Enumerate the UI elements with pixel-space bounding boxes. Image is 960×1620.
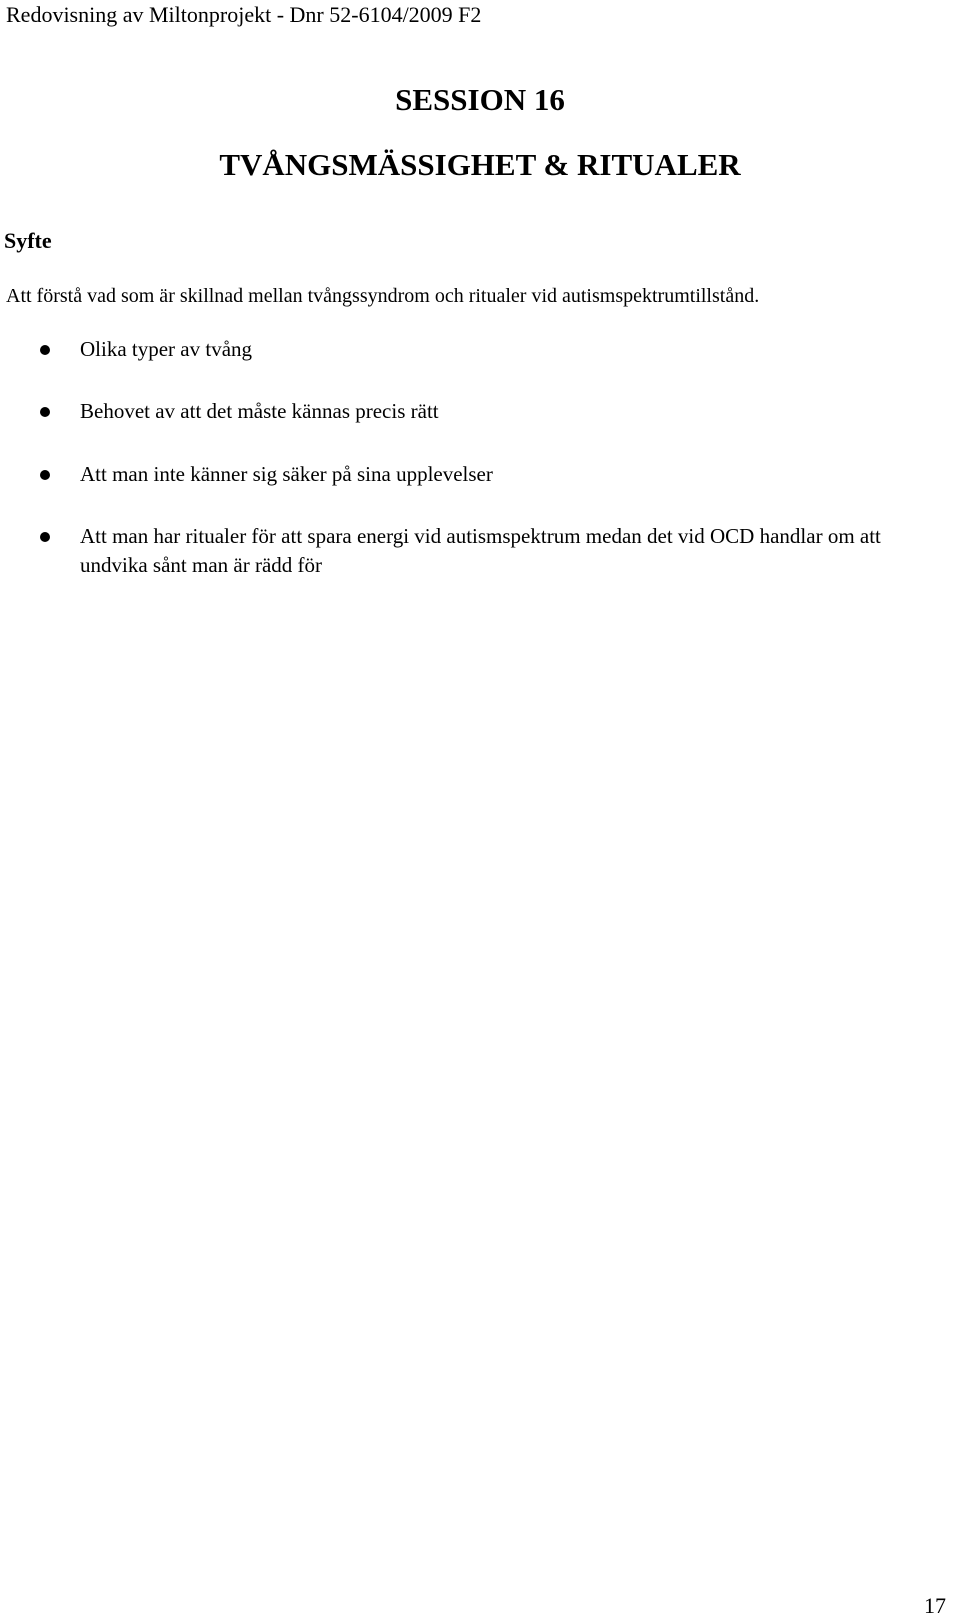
- list-item-text: Behovet av att det måste kännas precis rätt: [80, 399, 439, 423]
- running-header: Redovisning av Miltonprojekt - Dnr 52-6104/2009 F2: [6, 2, 482, 27]
- list-item-text: Att man inte känner sig säker på sina upplevelser: [80, 462, 493, 486]
- bullet-icon: [40, 345, 50, 355]
- session-title: TVÅNGSMÄSSIGHET & RITUALER: [219, 147, 741, 182]
- list-item-text: Olika typer av tvång: [80, 337, 253, 361]
- bullet-icon: [40, 470, 50, 480]
- list-item: [40, 460, 920, 489]
- list-item: [40, 522, 920, 580]
- list-item: [40, 397, 920, 426]
- bullet-icon: [40, 407, 50, 417]
- list-item: [40, 335, 920, 364]
- purpose-heading: Syfte: [4, 228, 52, 253]
- bullet-icon: [40, 532, 50, 542]
- list-item-text: Att man har ritualer för att spara energi vid autismspektrum medan det vid OCD handlar om att undvika sånt man är rädd för: [80, 524, 881, 577]
- session-number: SESSION 16: [395, 82, 565, 117]
- page-number: 17: [924, 1593, 946, 1618]
- purpose-text: Att förstå vad som är skillnad mellan tvångssyndrom och ritualer vid autismspektrumtillstånd.: [6, 285, 760, 307]
